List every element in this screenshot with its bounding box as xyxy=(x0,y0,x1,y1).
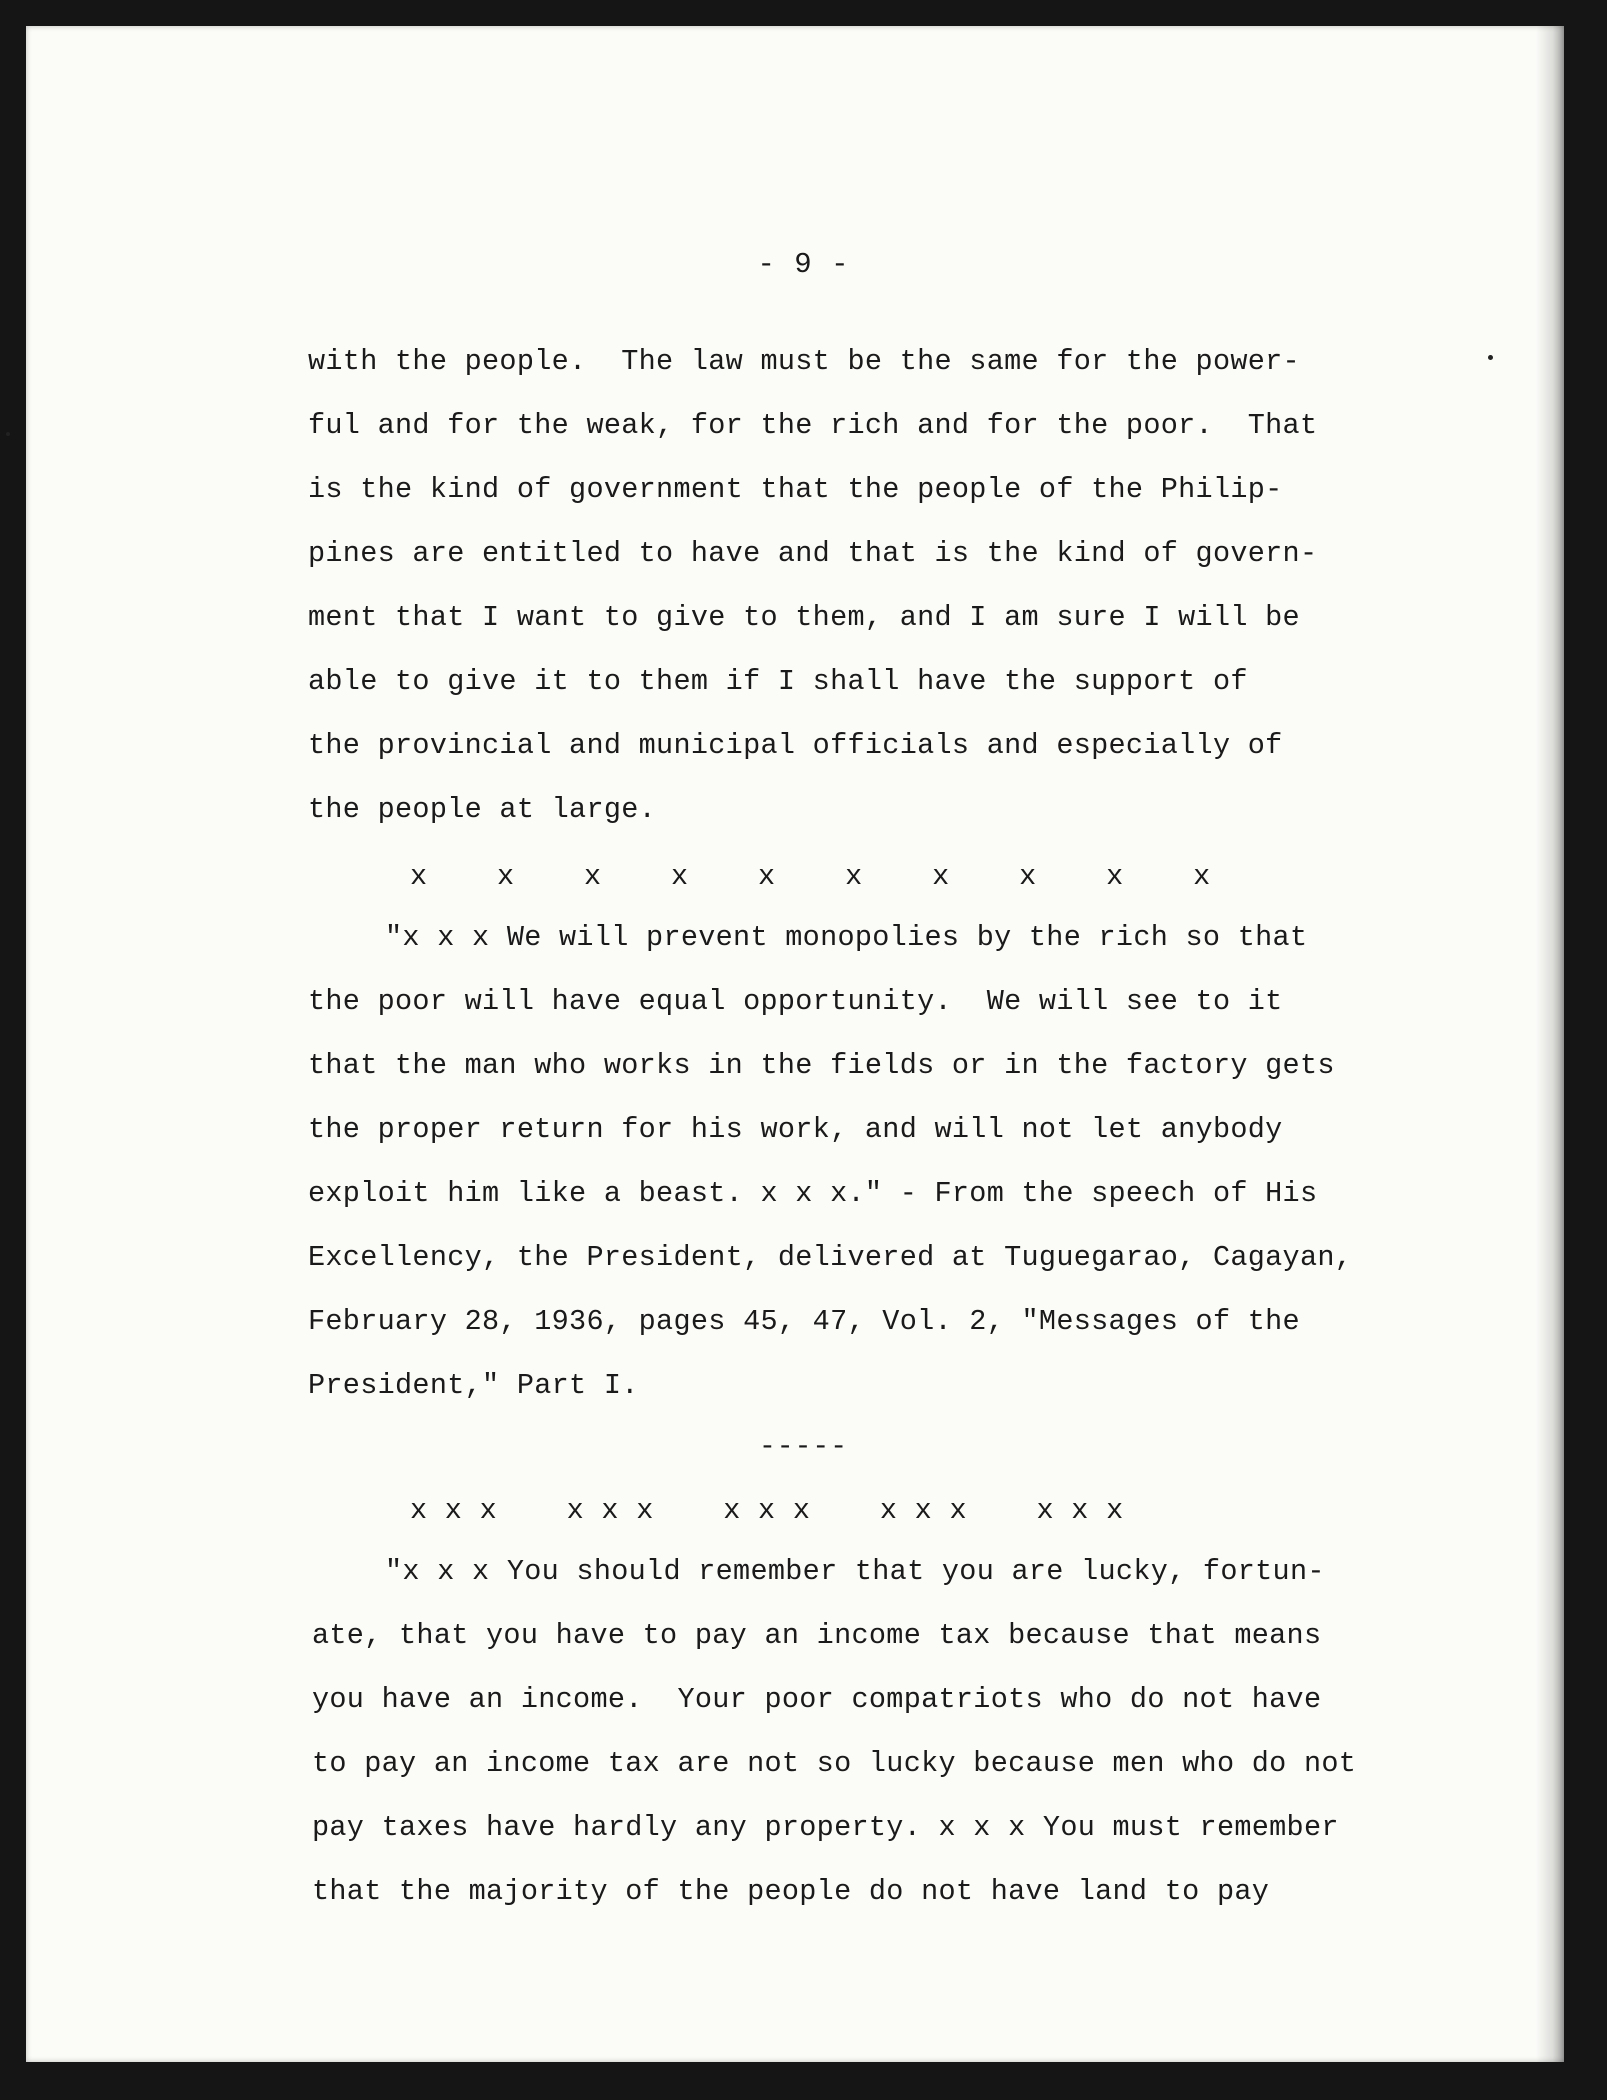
ink-speck xyxy=(1488,355,1493,360)
text-line: Excellency, the President, delivered at Tuguegarao, Cagayan, xyxy=(308,1241,1353,1274)
ink-speck xyxy=(6,432,10,436)
text-line: pines are entitled to have and that is the kind of govern- xyxy=(308,537,1318,570)
text-line: you have an income. Your poor compatriots who do not have xyxy=(312,1683,1322,1716)
text-line: able to give it to them if I shall have the support of xyxy=(308,665,1248,698)
text-line: that the man who works in the fields or in the factory gets xyxy=(308,1049,1335,1082)
text-line: "x x x You should remember that you are lucky, fortun- xyxy=(385,1555,1325,1588)
text-line: with the people. The law must be the same for the power- xyxy=(308,345,1300,378)
text-line: ment that I want to give to them, and I am sure I will be xyxy=(308,601,1300,634)
page-number: - 9 - xyxy=(757,248,850,281)
text-line: February 28, 1936, pages 45, 47, Vol. 2, "Messages of the xyxy=(308,1305,1300,1338)
text-line: the poor will have equal opportunity. We will see to it xyxy=(308,985,1283,1018)
text-line: pay taxes have hardly any property. x x x You must remember xyxy=(312,1811,1339,1844)
text-line: ate, that you have to pay an income tax because that means xyxy=(312,1619,1322,1652)
text-line: to pay an income tax are not so lucky because men who do not xyxy=(312,1747,1357,1780)
text-line: the proper return for his work, and will not let anybody xyxy=(308,1113,1283,1146)
section-separator: x x x x x x x x x x x x x x x xyxy=(410,1494,1124,1527)
page-edge-shadow xyxy=(1536,26,1564,2062)
text-line: is the kind of government that the people of the Philip- xyxy=(308,473,1283,506)
text-line: that the majority of the people do not have land to pay xyxy=(312,1875,1270,1908)
text-line: exploit him like a beast. x x x." - From the speech of His xyxy=(308,1177,1318,1210)
section-divider: ----- xyxy=(758,1432,848,1463)
text-line: ful and for the weak, for the rich and for the poor. That xyxy=(308,409,1318,442)
section-separator: x x x x x x x x x x xyxy=(410,860,1211,893)
text-line: the people at large. xyxy=(308,793,657,826)
text-line: President," Part I. xyxy=(308,1369,639,1402)
text-line: "x x x We will prevent monopolies by the rich so that xyxy=(385,921,1308,954)
text-line: the provincial and municipal officials and especially of xyxy=(308,729,1283,762)
